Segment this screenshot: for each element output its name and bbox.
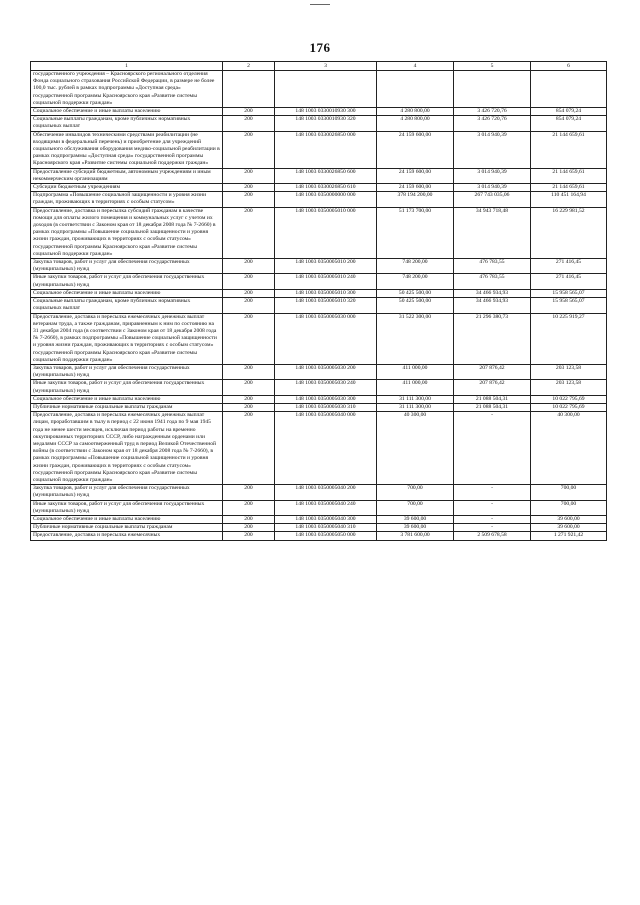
- row-unexecuted-amount: 15 958 565,07: [531, 289, 607, 297]
- row-unexecuted-amount: 39 600,00: [531, 515, 607, 523]
- column-header: 6: [531, 62, 607, 71]
- row-approved-amount: 50 425 500,00: [377, 289, 454, 297]
- row-executed-amount: -: [454, 500, 531, 515]
- row-approved-amount: 51 173 700,00: [377, 207, 454, 258]
- table-row: [31, 403, 607, 411]
- table-row: [31, 168, 607, 183]
- row-unexecuted-amount: 39 600,00: [531, 524, 607, 532]
- row-approved-amount: 31 111 300,00: [377, 403, 454, 411]
- budget-table: [30, 61, 607, 541]
- row-budget-code: [275, 71, 377, 108]
- row-unexecuted-amount: 700,00: [531, 500, 607, 515]
- row-approved-amount: 40 300,00: [377, 412, 454, 485]
- row-budget-code: 148 1003 0330026850 000: [275, 131, 377, 168]
- row-approved-amount: 39 600,00: [377, 524, 454, 532]
- row-executed-amount: 207 876,42: [454, 380, 531, 395]
- row-executed-amount: 3 014 940,39: [454, 184, 531, 192]
- row-code: 200: [223, 515, 275, 523]
- row-description: Закупка товаров, работ и услуг для обеспечения государственных (муниципальных) нужд: [31, 259, 223, 274]
- row-description: Социальные выплаты гражданам, кроме публичных нормативных социальных выплат: [31, 298, 223, 313]
- row-code: 200: [223, 500, 275, 515]
- table-row: [31, 259, 607, 274]
- row-unexecuted-amount: 16 229 981,52: [531, 207, 607, 258]
- row-executed-amount: 3 426 720,76: [454, 116, 531, 131]
- row-code: 200: [223, 412, 275, 485]
- row-executed-amount: 34 943 718,48: [454, 207, 531, 258]
- row-description: Предоставление, доставка и пересылка ежемесячных денежных выплат лицам, проработавшим в тылу в период с 22 июня 1941 года по 9 мая 1945 года не менее шести месяцев, исключая период работы на временно оккупированных территориях СССР, либо награжденным орденами или медалями СССР за самоотверженный труд в период Великой Отечественной войны (в соответствии с Законом края от 18 декабря 2008 года № 7-2660), в рамках подпрограммы «Повышение социальной защищенности и уровня жизни граждан, проживающих в территориях с особым статусом» государственной программы Красноярского края «Развитие системы социальной поддержки граждан»: [31, 412, 223, 485]
- row-budget-code: 148 1003 0350005050 000: [275, 532, 377, 540]
- row-executed-amount: 2 509 678,58: [454, 532, 531, 540]
- table-row: [31, 485, 607, 500]
- row-code: 200: [223, 259, 275, 274]
- page-top-mark: [310, 4, 330, 5]
- table-row: [31, 108, 607, 116]
- row-unexecuted-amount: 21 144 659,61: [531, 131, 607, 168]
- table-row: [31, 500, 607, 515]
- row-approved-amount: 24 159 600,00: [377, 184, 454, 192]
- row-code: 200: [223, 532, 275, 540]
- column-header: 3: [275, 62, 377, 71]
- table-row: [31, 184, 607, 192]
- row-budget-code: 148 1003 0330010930 300: [275, 108, 377, 116]
- table-row: [31, 364, 607, 379]
- table-header-row: [31, 62, 607, 71]
- row-approved-amount: 748 200,00: [377, 259, 454, 274]
- row-executed-amount: -: [454, 515, 531, 523]
- row-executed-amount: 267 743 035,06: [454, 192, 531, 207]
- table-row: [31, 71, 607, 108]
- row-description: Предоставление, доставка и пересылка ежемесячных: [31, 532, 223, 540]
- row-description: Субсидии бюджетным учреждениям: [31, 184, 223, 192]
- row-code: 200: [223, 207, 275, 258]
- row-approved-amount: 748 200,00: [377, 274, 454, 289]
- row-budget-code: 148 1003 0350005010 320: [275, 298, 377, 313]
- row-executed-amount: -: [454, 412, 531, 485]
- table-row: [31, 532, 607, 540]
- row-approved-amount: 31 522 300,00: [377, 313, 454, 364]
- row-budget-code: 148 1003 0330026850 600: [275, 168, 377, 183]
- row-budget-code: 148 1003 0350005040 200: [275, 485, 377, 500]
- row-budget-code: 148 1003 0350005030 300: [275, 395, 377, 403]
- row-approved-amount: 700,00: [377, 485, 454, 500]
- page-number: 176: [309, 40, 331, 55]
- row-description: Закупка товаров, работ и услуг для обеспечения государственных (муниципальных) нужд: [31, 485, 223, 500]
- row-approved-amount: [377, 71, 454, 108]
- row-description: Социальное обеспечение и иные выплаты населению: [31, 395, 223, 403]
- row-unexecuted-amount: 15 958 565,07: [531, 298, 607, 313]
- row-executed-amount: 34 466 934,93: [454, 289, 531, 297]
- row-unexecuted-amount: 110 451 164,94: [531, 192, 607, 207]
- row-description: Иные закупки товаров, работ и услуг для обеспечения государственных (муниципальных) нужд: [31, 500, 223, 515]
- row-unexecuted-amount: 203 123,58: [531, 380, 607, 395]
- row-unexecuted-amount: 271 416,45: [531, 274, 607, 289]
- row-code: 200: [223, 364, 275, 379]
- row-code: 200: [223, 116, 275, 131]
- row-description: Публичные нормативные социальные выплаты гражданам: [31, 524, 223, 532]
- row-budget-code: 148 1003 0350000000 000: [275, 192, 377, 207]
- row-description: Иные закупки товаров, работ и услуг для обеспечения государственных (муниципальных) нужд: [31, 380, 223, 395]
- row-approved-amount: 411 000,00: [377, 364, 454, 379]
- row-unexecuted-amount: 854 079,24: [531, 108, 607, 116]
- row-approved-amount: 24 159 600,00: [377, 168, 454, 183]
- row-unexecuted-amount: 21 144 659,61: [531, 184, 607, 192]
- table-row: [31, 515, 607, 523]
- row-executed-amount: 21 088 504,31: [454, 403, 531, 411]
- column-header: 5: [454, 62, 531, 71]
- row-code: 200: [223, 485, 275, 500]
- row-approved-amount: 3 781 600,00: [377, 532, 454, 540]
- row-unexecuted-amount: 21 144 659,61: [531, 168, 607, 183]
- row-executed-amount: -: [454, 485, 531, 500]
- row-unexecuted-amount: [531, 71, 607, 108]
- row-code: 200: [223, 184, 275, 192]
- row-code: 200: [223, 313, 275, 364]
- column-header: 1: [31, 62, 223, 71]
- row-description: Социальное обеспечение и иные выплаты населению: [31, 515, 223, 523]
- row-description: Обеспечение инвалидов техническими средствами реабилитации (не входящими в федеральный перечень) и приобретение для учреждений социального обслуживания оборудования медико-социальной реабилитации в рамках подпрограммы «Доступная среда» государственной программы Красноярского края «Развитие системы социальной поддержки граждан»: [31, 131, 223, 168]
- row-unexecuted-amount: 10 022 795,69: [531, 395, 607, 403]
- row-budget-code: 148 1003 0350005030 200: [275, 364, 377, 379]
- row-budget-code: 148 1003 0350005010 300: [275, 289, 377, 297]
- row-approved-amount: 411 000,00: [377, 380, 454, 395]
- row-code: 200: [223, 524, 275, 532]
- row-budget-code: 148 1003 0350005040 300: [275, 515, 377, 523]
- row-description: Иные закупки товаров, работ и услуг для обеспечения государственных (муниципальных) нужд: [31, 274, 223, 289]
- row-budget-code: 148 1003 0350005040 240: [275, 500, 377, 515]
- row-executed-amount: [454, 71, 531, 108]
- row-executed-amount: 34 466 934,93: [454, 298, 531, 313]
- row-approved-amount: 378 194 200,00: [377, 192, 454, 207]
- row-code: 200: [223, 108, 275, 116]
- column-header: 2: [223, 62, 275, 71]
- table-body: [31, 71, 607, 541]
- row-budget-code: 148 1003 0350005030 240: [275, 380, 377, 395]
- row-unexecuted-amount: 700,00: [531, 485, 607, 500]
- table-row: [31, 207, 607, 258]
- row-description: Социальное обеспечение и иные выплаты населению: [31, 108, 223, 116]
- row-description: Предоставление, доставка и пересылка ежемесячных денежных выплат ветеранам труда, а также гражданам, приравненным к ним по состоянию на 31 декабря 2004 года (в соответствии с Законом края от 18 декабря 2008 года № 7-2660), в рамках подпрограммы «Повышение социальной защищенности и уровня жизни граждан, проживающих в территориях с особым статусом» государственной программы Красноярского края «Развитие системы социальной поддержки граждан»: [31, 313, 223, 364]
- row-budget-code: 148 1003 0350005010 000: [275, 207, 377, 258]
- row-description: Подпрограмма «Повышение социальной защищенности и уровня жизни граждан, проживающих в территориях с особым статусом»: [31, 192, 223, 207]
- row-unexecuted-amount: 271 416,45: [531, 259, 607, 274]
- row-unexecuted-amount: 203 123,58: [531, 364, 607, 379]
- row-executed-amount: 21 296 380,73: [454, 313, 531, 364]
- row-code: [223, 71, 275, 108]
- table-row: [31, 524, 607, 532]
- row-budget-code: 148 1003 0330026850 610: [275, 184, 377, 192]
- row-unexecuted-amount: 1 271 921,42: [531, 532, 607, 540]
- row-code: 200: [223, 380, 275, 395]
- row-description: Предоставление субсидий бюджетным, автономным учреждениям и иным некоммерческим организациям: [31, 168, 223, 183]
- row-budget-code: 148 1003 0330010930 320: [275, 116, 377, 131]
- row-code: 200: [223, 289, 275, 297]
- table-row: [31, 131, 607, 168]
- row-budget-code: 148 1003 0350005030 310: [275, 403, 377, 411]
- row-code: 200: [223, 298, 275, 313]
- table-row: [31, 192, 607, 207]
- row-unexecuted-amount: 40 300,00: [531, 412, 607, 485]
- table-row: [31, 289, 607, 297]
- table-row: [31, 313, 607, 364]
- row-description: Предоставление, доставка и пересылка субсидий гражданам в качестве помощи для оплаты жилого помещения и коммунальных услуг с учетом их доходов (в соответствии с Законом края от 18 декабря 2008 года № 7-2660) в рамках подпрограммы «Повышение социальной защищенности и уровня жизни граждан, проживающих в территориях с особым статусом» государственной программы Красноярского края «Развитие системы социальной поддержки граждан»: [31, 207, 223, 258]
- row-executed-amount: 476 783,55: [454, 259, 531, 274]
- row-approved-amount: 24 159 600,00: [377, 131, 454, 168]
- row-approved-amount: 31 111 300,00: [377, 395, 454, 403]
- row-executed-amount: 3 014 940,39: [454, 131, 531, 168]
- row-description: Социальное обеспечение и иные выплаты населению: [31, 289, 223, 297]
- table-row: [31, 298, 607, 313]
- row-unexecuted-amount: 854 079,24: [531, 116, 607, 131]
- table-row: [31, 412, 607, 485]
- row-code: 200: [223, 395, 275, 403]
- row-approved-amount: 50 425 500,00: [377, 298, 454, 313]
- row-budget-code: 148 1003 0350005040 310: [275, 524, 377, 532]
- row-budget-code: 148 1003 0350005030 000: [275, 313, 377, 364]
- row-budget-code: 148 1003 0350005040 000: [275, 412, 377, 485]
- row-description: Закупка товаров, работ и услуг для обеспечения государственных (муниципальных) нужд: [31, 364, 223, 379]
- row-executed-amount: -: [454, 524, 531, 532]
- row-approved-amount: 39 600,00: [377, 515, 454, 523]
- table-row: [31, 274, 607, 289]
- row-description: Социальные выплаты гражданам, кроме публичных нормативных социальных выплат: [31, 116, 223, 131]
- table-row: [31, 116, 607, 131]
- row-unexecuted-amount: 10 022 795,69: [531, 403, 607, 411]
- row-budget-code: 148 1003 0350005010 200: [275, 259, 377, 274]
- row-executed-amount: 3 426 720,76: [454, 108, 531, 116]
- row-code: 200: [223, 168, 275, 183]
- row-executed-amount: 476 783,55: [454, 274, 531, 289]
- table-row: [31, 380, 607, 395]
- row-code: 200: [223, 131, 275, 168]
- row-budget-code: 148 1003 0350005010 240: [275, 274, 377, 289]
- row-approved-amount: 4 280 800,00: [377, 108, 454, 116]
- row-code: 200: [223, 192, 275, 207]
- row-executed-amount: 207 876,42: [454, 364, 531, 379]
- row-executed-amount: 3 014 940,39: [454, 168, 531, 183]
- row-executed-amount: 21 088 504,31: [454, 395, 531, 403]
- row-unexecuted-amount: 10 225 919,27: [531, 313, 607, 364]
- row-description: Публичные нормативные социальные выплаты гражданам: [31, 403, 223, 411]
- row-approved-amount: 4 280 800,00: [377, 116, 454, 131]
- row-code: 200: [223, 403, 275, 411]
- row-approved-amount: 700,00: [377, 500, 454, 515]
- column-header: 4: [377, 62, 454, 71]
- table-row: [31, 395, 607, 403]
- row-description: государственного учреждения – Красноярского регионального отделения Фонда социального страхования Российской Федерации, в размере не более 100,0 тыс. рублей в рамках подпрограммы «Доступная среда» государственной программы Красноярского края «Развитие системы социальной поддержки граждан»: [31, 71, 223, 108]
- row-code: 200: [223, 274, 275, 289]
